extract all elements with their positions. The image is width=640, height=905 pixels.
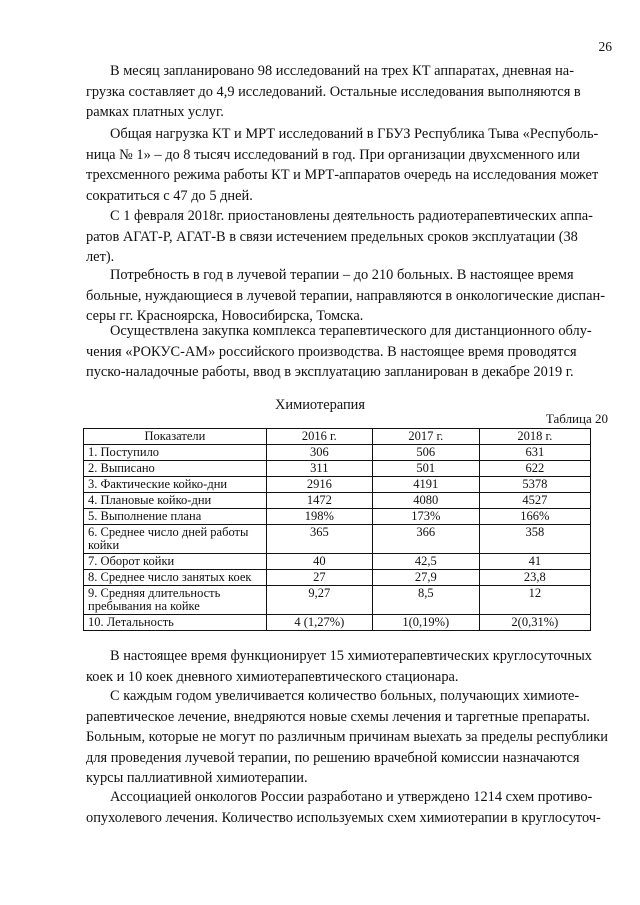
- text-line: грузка составляет до 4,9 исследований. Остальные исследования выполняются в: [86, 83, 581, 100]
- text-line: серы гг. Красноярска, Новосибирска, Томска.: [86, 308, 364, 324]
- table-row: [84, 445, 591, 461]
- cell-2018: 2(0,31%): [479, 615, 590, 631]
- cell-2016: 40: [266, 554, 372, 570]
- cell-2018: 41: [479, 554, 590, 570]
- table-header-row: [84, 429, 591, 445]
- paragraph: [86, 321, 610, 383]
- text-line: С 1 февраля 2018г. приостановлены деятельность радиотерапевтических аппа-: [110, 208, 593, 224]
- text-line: В настоящее время функционирует 15 химиотерапевтических круглосуточных: [110, 648, 592, 664]
- table-row: [84, 461, 591, 477]
- text-line: рамках платных услуг.: [86, 104, 224, 120]
- header-indicator: Показатели: [84, 429, 267, 445]
- row-label: 2. Выписано: [84, 461, 267, 477]
- cell-2018: 631: [479, 445, 590, 461]
- cell-2016: 306: [266, 445, 372, 461]
- text-line: В месяц запланировано 98 исследований на трех КТ аппаратах, дневная на-: [110, 63, 574, 79]
- cell-2018: 358: [479, 525, 590, 554]
- text-line: трехсменного режима работы КТ и МРТ-аппаратов очередь на исследования может: [86, 167, 599, 183]
- row-label: 1. Поступило: [84, 445, 267, 461]
- paragraph: [86, 787, 610, 828]
- table-row: [84, 615, 591, 631]
- cell-2016: 198%: [266, 509, 372, 525]
- cell-2017: 27,9: [372, 570, 479, 586]
- text-line: Ассоциацией онкологов России разработано и утверждено 1214 схем противо-: [110, 789, 593, 805]
- row-label: 9. Средняя длительность пребывания на койке: [84, 586, 267, 615]
- text-line: Общая нагрузка КТ и МРТ исследований в ГБУЗ Республика Тыва «Респуболь-: [110, 126, 599, 142]
- text-line: пуско-наладочные работы, ввод в эксплуатацию запланирован в декабре 2019 г.: [86, 364, 574, 380]
- cell-2016: 1472: [266, 493, 372, 509]
- paragraph: [86, 686, 610, 789]
- table-row: [84, 554, 591, 570]
- paragraph: [86, 206, 610, 268]
- text-line: курсы паллиативной химиотерапии.: [86, 770, 308, 786]
- paragraph: [86, 646, 610, 687]
- header-2017: 2017 г.: [372, 429, 479, 445]
- text-line: Потребность в год в лучевой терапии – до 210 больных. В настоящее время: [110, 267, 574, 283]
- cell-2016: 2916: [266, 477, 372, 493]
- text-line: коек и 10 коек дневного химиотерапевтического стационара.: [86, 668, 459, 685]
- row-label: 6. Среднее число дней работы койки: [84, 525, 267, 554]
- row-label: 5. Выполнение плана: [84, 509, 267, 525]
- cell-2018: 166%: [479, 509, 590, 525]
- paragraph: [86, 124, 610, 206]
- cell-2018: 4527: [479, 493, 590, 509]
- table-label: Таблица 20: [545, 411, 608, 426]
- cell-2018: 5378: [479, 477, 590, 493]
- row-label: 10. Летальность: [84, 615, 267, 631]
- table-row: [84, 570, 591, 586]
- row-label: 4. Плановые койко-дни: [84, 493, 267, 509]
- text-line: ратов АГАТ-Р, АГАТ-В в связи истечением предельных сроков эксплуатации (38: [86, 228, 578, 245]
- table-row: [84, 477, 591, 493]
- text-line: чения «РОКУС-АМ» российского производства. В настоящее время проводятся: [86, 343, 577, 360]
- text-line: рапевтическое лечение, внедряются новые схемы лечения и таргетные препараты.: [86, 708, 590, 725]
- text-line: опухолевого лечения. Количество используемых схем химиотерапии в круглосуточ-: [86, 809, 601, 826]
- row-label: 7. Оборот койки: [84, 554, 267, 570]
- page-number: 26: [598, 39, 612, 54]
- cell-2017: 8,5: [372, 586, 479, 615]
- text-line: сократиться с 47 до 5 дней.: [86, 187, 253, 204]
- paragraph: [86, 61, 610, 123]
- cell-2016: 27: [266, 570, 372, 586]
- table-title: Химиотерапия: [275, 397, 365, 413]
- cell-2016: 365: [266, 525, 372, 554]
- cell-2018: 12: [479, 586, 590, 615]
- text-line: больные, нуждающиеся в лучевой терапии, направляются в онкологические диспан-: [86, 287, 606, 304]
- text-line: для проведения лучевой терапии, по решению врачебной комиссии назначаются: [86, 749, 580, 766]
- header-2016: 2016 г.: [266, 429, 372, 445]
- cell-2017: 501: [372, 461, 479, 477]
- cell-2016: 311: [266, 461, 372, 477]
- cell-2017: 4191: [372, 477, 479, 493]
- cell-2017: 4080: [372, 493, 479, 509]
- cell-2017: 366: [372, 525, 479, 554]
- text-line: С каждым годом увеличивается количество больных, получающих химиоте-: [110, 688, 580, 704]
- cell-2018: 23,8: [479, 570, 590, 586]
- table-row: [84, 493, 591, 509]
- header-2018: 2018 г.: [479, 429, 590, 445]
- table-row: [84, 586, 591, 615]
- cell-2017: 506: [372, 445, 479, 461]
- text-line: лет).: [86, 249, 115, 265]
- paragraph: [86, 265, 610, 327]
- table-row: [84, 509, 591, 525]
- cell-2017: 42,5: [372, 554, 479, 570]
- text-line: Больным, которые не могут по различным причинам выехать за пределы республики: [86, 729, 608, 745]
- cell-2016: 9,27: [266, 586, 372, 615]
- row-label: 8. Среднее число занятых коек: [84, 570, 267, 586]
- cell-2016: 4 (1,27%): [266, 615, 372, 631]
- text-line: ница № 1» – до 8 тысяч исследований в год. При организации двухсменного или: [86, 146, 580, 163]
- table-row: [84, 525, 591, 554]
- cell-2017: 173%: [372, 509, 479, 525]
- cell-2017: 1(0,19%): [372, 615, 479, 631]
- chemotherapy-table: [83, 428, 591, 631]
- row-label: 3. Фактические койко-дни: [84, 477, 267, 493]
- text-line: Осуществлена закупка комплекса терапевтического для дистанционного облу-: [110, 323, 592, 339]
- cell-2018: 622: [479, 461, 590, 477]
